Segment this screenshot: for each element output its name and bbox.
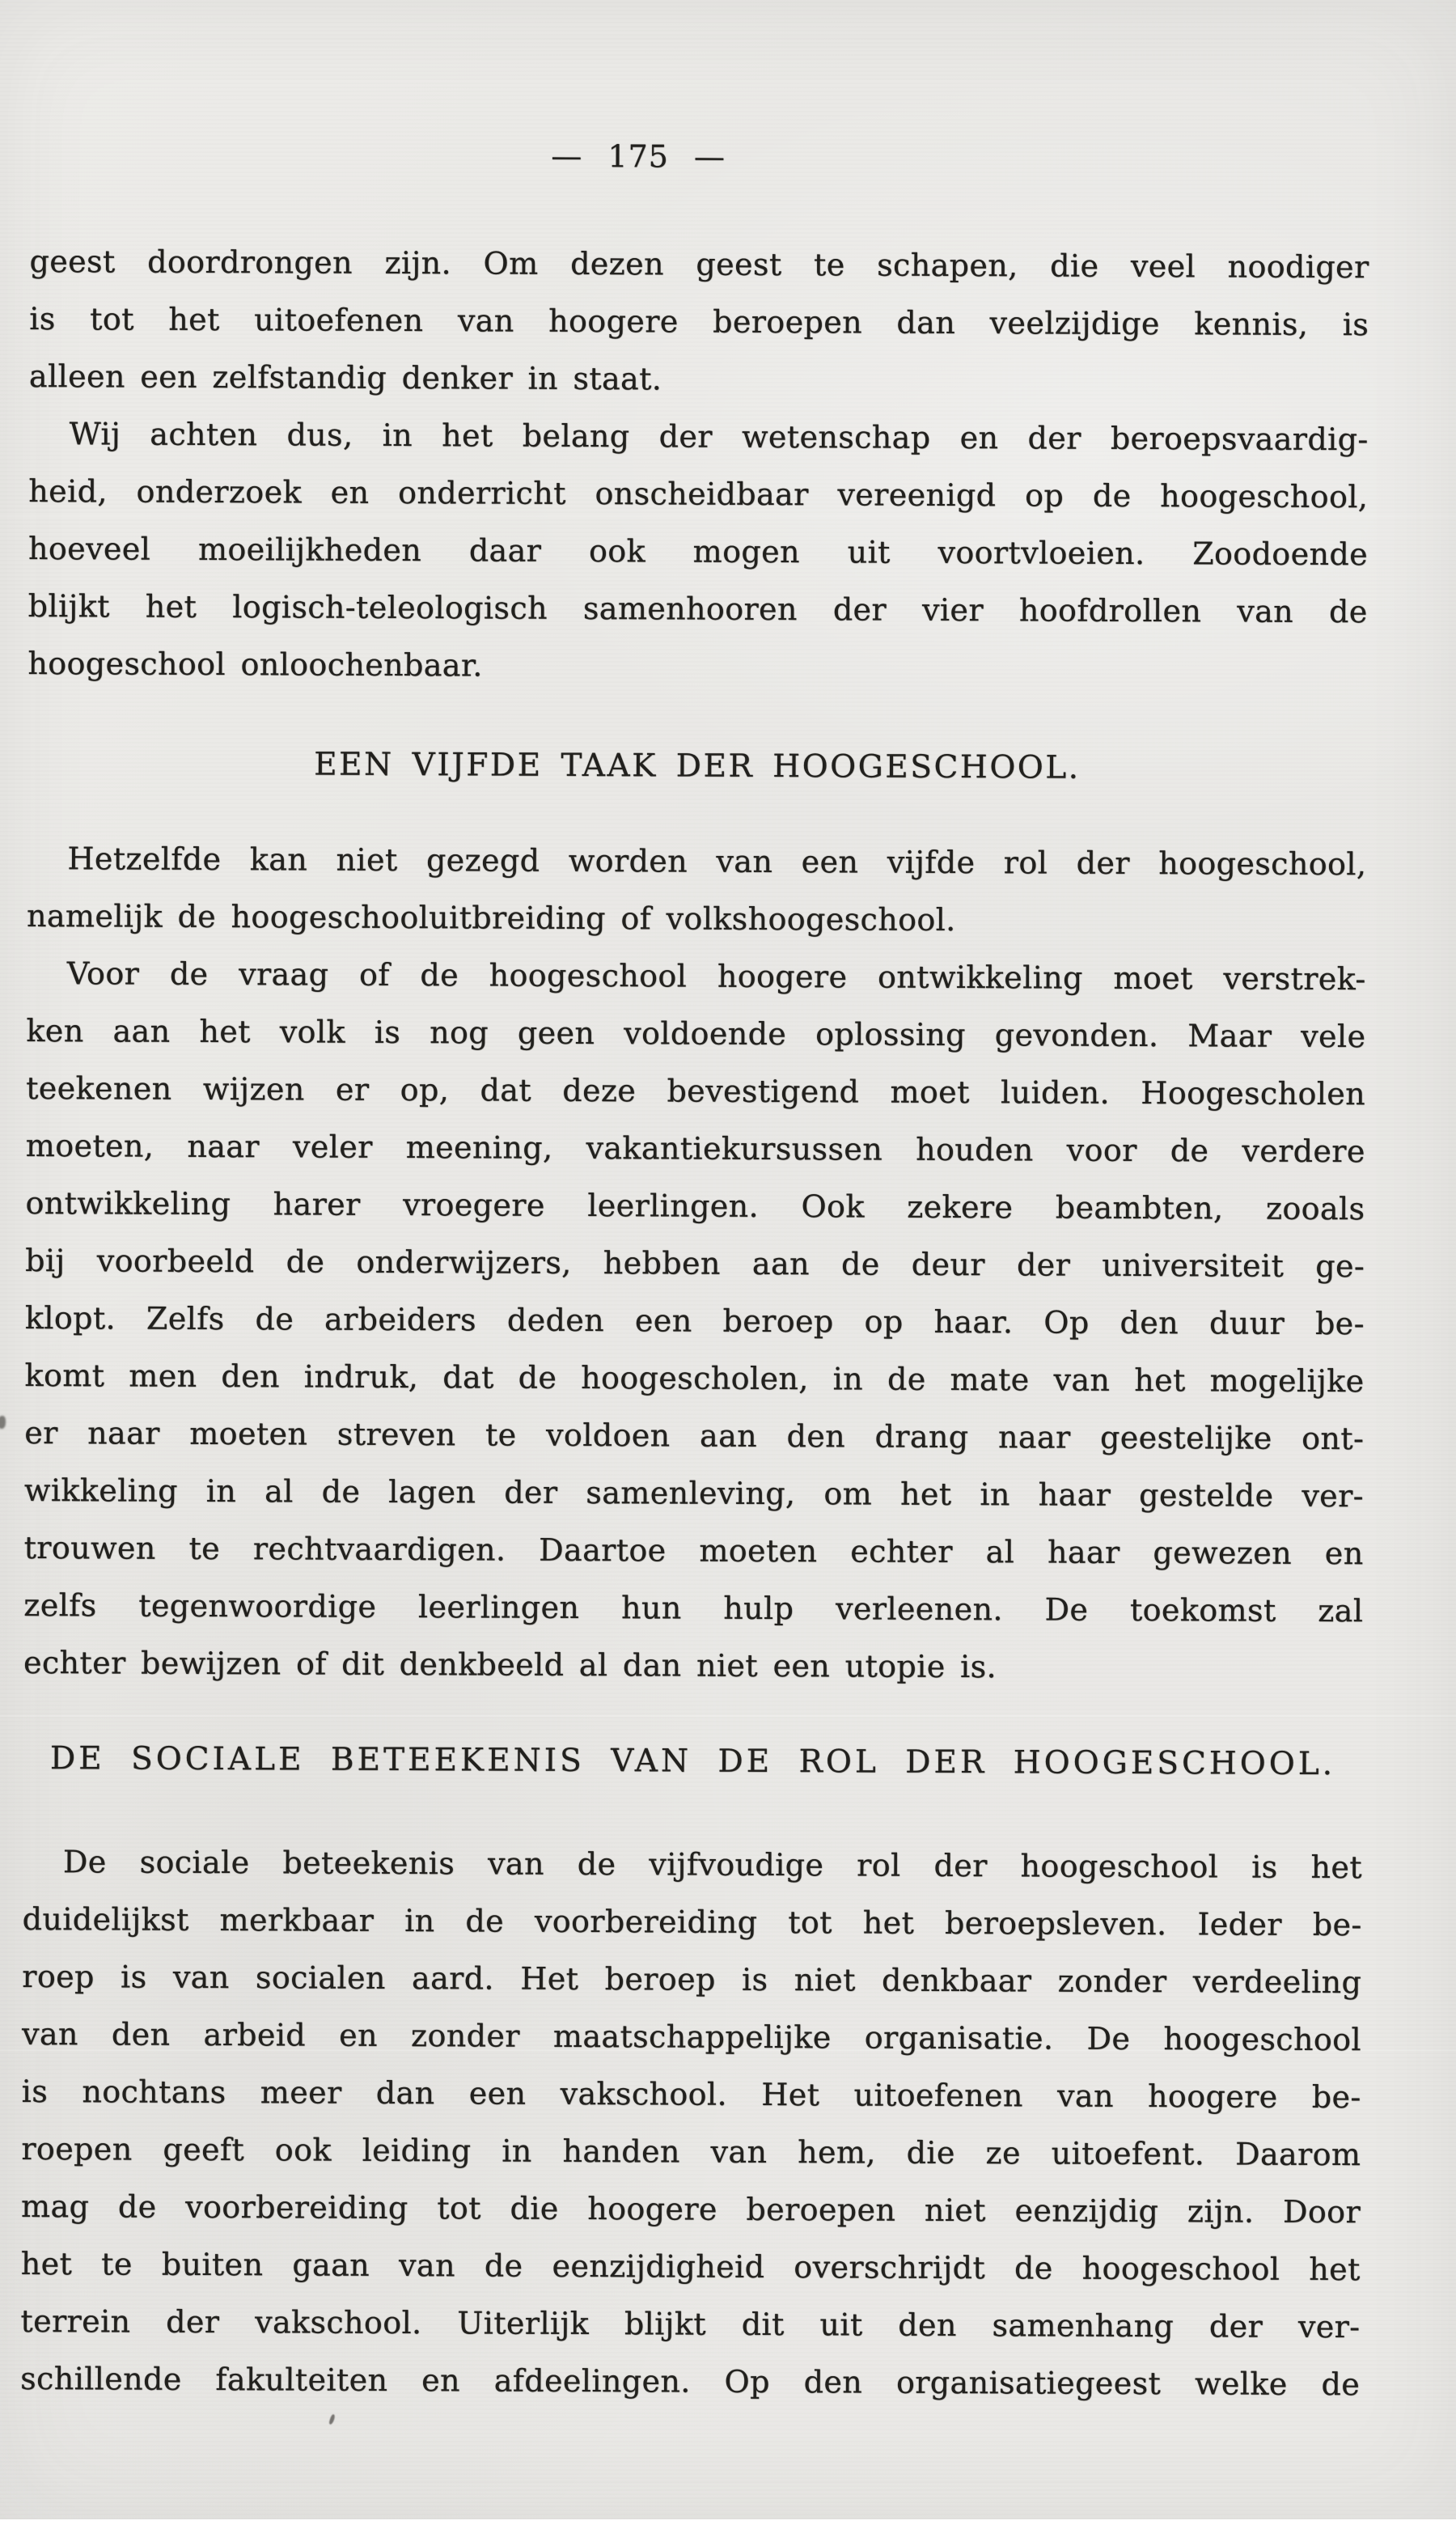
text-line: roep is van socialen aard. Het beroep is niet denkbaar zonder verdeeling bbox=[22, 1958, 1362, 2001]
text-line: schillende fakulteiten en afdeelingen. Op den organisatiegeest welke de bbox=[20, 2360, 1361, 2403]
text-line: van den arbeid en zonder maatschappelijke organisatie. De hoogeschool bbox=[21, 2015, 1362, 2058]
text-line: De sociale beteekenis van de vijfvoudige rol der hoogeschool is het bbox=[62, 1844, 1363, 1886]
text-line: alleen een zelfstandig denker in staat. bbox=[28, 358, 662, 397]
text-line: terrein der vakschool. Uiterlijk blijkt dit uit den samenhang der ver- bbox=[20, 2303, 1361, 2345]
text-line: is tot het uitoefenen van hoogere beroepen dan veelzijdige kennis, is bbox=[29, 300, 1369, 343]
text-line: Wij achten dus, in het belang der wetenschap en der beroepsvaardig- bbox=[69, 416, 1369, 458]
text-line: teekenen wijzen er op, dat deze bevestigend moet luiden. Hoogescholen bbox=[26, 1070, 1366, 1112]
text-line: bij voorbeeld de onderwijzers, hebben aan de deur der universiteit ge- bbox=[25, 1242, 1365, 1285]
paragraph bbox=[27, 830, 1367, 951]
text-line: geest doordrongen zijn. Om dezen geest te schapen, die veel noodiger bbox=[29, 243, 1369, 286]
text-line: Hetzelfde kan niet gezegd worden van een vijfde rol der hoogeschool, bbox=[67, 841, 1367, 883]
paragraph bbox=[20, 1833, 1362, 2413]
text-line: roepen geeft ook leiding in handen van hem, die ze uitoefent. Daarom bbox=[21, 2130, 1361, 2173]
text-line: blijkt het logisch-teleologisch samenhooren der vier hoofdrollen van de bbox=[28, 587, 1368, 630]
text-line: er naar moeten streven te voldoen aan den drang naar geestelijke ont- bbox=[24, 1414, 1365, 1457]
section-heading: EEN VIJFDE TAAK DER HOOGESCHOOL. bbox=[314, 746, 1081, 786]
text-line: echter bewijzen of dit denkbeeld al dan niet een utopie is. bbox=[23, 1644, 997, 1685]
section-heading: DE SOCIALE BETEEKENIS VAN DE ROL DER HOOGESCHOOL. bbox=[49, 1740, 1336, 1783]
text-line: duidelijkst merkbaar in de voorbereiding tot het beroepsleven. Ieder be- bbox=[22, 1900, 1362, 1943]
text-line: klopt. Zelfs de arbeiders deden een beroep op haar. Op den duur be- bbox=[24, 1299, 1365, 1342]
paragraph-continued bbox=[29, 233, 1369, 411]
text-line: trouwen te rechtvaardigen. Daartoe moeten echter al haar gewezen en bbox=[23, 1529, 1364, 1572]
text-line: ken aan het volk is nog geen voldoende oplossing gevonden. Maar vele bbox=[26, 1012, 1366, 1055]
text-line: mag de voorbereiding tot die hoogere beroepen niet eenzijdig zijn. Door bbox=[21, 2188, 1361, 2231]
text-line: wikkeling in al de lagen der samenleving, om het in haar gestelde ver- bbox=[23, 1472, 1365, 1515]
text-line: namelijk de hoogeschooluitbreiding of volkshoogeschool. bbox=[26, 897, 956, 938]
text-line: is nochtans meer dan een vakschool. Het uitoefenen van hoogere be- bbox=[21, 2073, 1361, 2116]
text-line: hoogeschool onloochenbaar. bbox=[28, 645, 483, 684]
text-line: heid, onderzoek en onderricht onscheidbaar vereenigd op de hoogeschool, bbox=[28, 472, 1369, 515]
text-line: Voor de vraag of de hoogeschool hoogere ontwikkeling moet verstrek- bbox=[66, 955, 1366, 998]
paragraph bbox=[28, 405, 1369, 698]
page-content bbox=[19, 0, 1370, 2525]
text-line: het te buiten gaan van de eenzijdigheid overschrijdt de hoogeschool het bbox=[20, 2245, 1361, 2288]
text-line: ontwikkeling harer vroegere leerlingen. Ook zekere beambten, zooals bbox=[25, 1184, 1365, 1227]
page-number: — 175 — bbox=[551, 138, 726, 175]
text-line: komt men den indruk, dat de hoogescholen, in de mate van het mogelijke bbox=[24, 1357, 1365, 1400]
ink-speck bbox=[0, 1416, 6, 1429]
text-line: zelfs tegenwoordige leerlingen hun hulp verleenen. De toekomst zal bbox=[23, 1587, 1364, 1629]
paragraph bbox=[23, 945, 1366, 1697]
text-line: moeten, naar veler meening, vakantiekursussen houden voor de verdere bbox=[25, 1127, 1365, 1170]
text-line: hoeveel moeilijkheden daar ook mogen uit voortvloeien. Zoodoende bbox=[28, 530, 1369, 573]
